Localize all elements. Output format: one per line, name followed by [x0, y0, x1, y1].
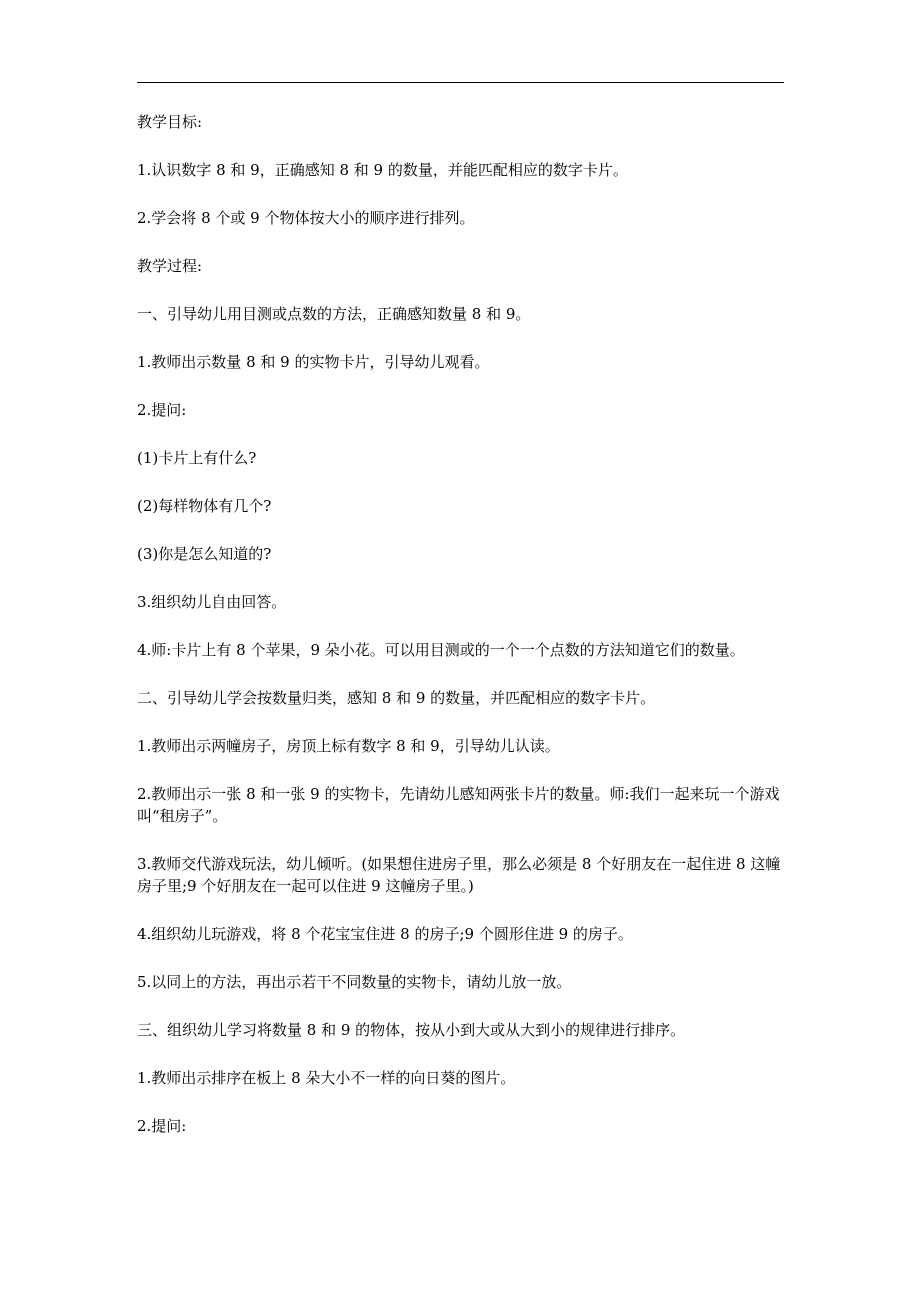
objective-item: 1.认识数字 8 和 9，正确感知 8 和 9 的数量，并能匹配相应的数字卡片。: [137, 161, 628, 179]
question-item: (1)卡片上有什么?: [137, 449, 257, 467]
section-heading-objectives: 教学目标:: [137, 113, 203, 131]
question-item: (2)每样物体有几个?: [137, 497, 272, 515]
process-item: 2.提问:: [137, 1117, 187, 1135]
process-item: 2.教师出示一张 8 和一张 9 的实物卡，先请幼儿感知两张卡片的数量。师:我们一起来玩一个游戏叫“租房子”。: [137, 785, 780, 825]
process-step-heading: 三、组织幼儿学习将数量 8 和 9 的物体，按从小到大或从大到小的规律进行排序。: [137, 1021, 686, 1039]
question-item: (3)你是怎么知道的?: [137, 545, 272, 563]
process-item: 5.以同上的方法，再出示若干不同数量的实物卡，请幼儿放一放。: [137, 973, 572, 991]
process-item: 1.教师出示数量 8 和 9 的实物卡片，引导幼儿观看。: [137, 353, 490, 371]
process-step-heading: 一、引导幼儿用目测或点数的方法，正确感知数量 8 和 9。: [137, 305, 531, 323]
process-item: 3.教师交代游戏玩法，幼儿倾听。(如果想住进房子里，那么必须是 8 个好朋友在一起住进 8 这幢房子里;9 个好朋友在一起可以住进 9 这幢房子里。): [137, 855, 781, 895]
section-heading-process: 教学过程:: [137, 257, 203, 275]
process-item: 3.组织幼儿自由回答。: [137, 593, 287, 611]
process-item: 1.教师出示排序在板上 8 朵大小不一样的向日葵的图片。: [137, 1069, 516, 1087]
process-item: 2.提问:: [137, 401, 187, 419]
process-item: 4.组织幼儿玩游戏，将 8 个花宝宝住进 8 的房子;9 个圆形住进 9 的房子。: [137, 925, 633, 943]
document-body: [137, 111, 787, 1163]
process-item: 1.教师出示两幢房子，房顶上标有数字 8 和 9，引导幼儿认读。: [137, 737, 560, 755]
process-item: 4.师:卡片上有 8 个苹果，9 朵小花。可以用目测或的一个一个点数的方法知道它们的数量。: [137, 641, 745, 659]
objective-item: 2.学会将 8 个或 9 个物体按大小的顺序进行排列。: [137, 209, 475, 227]
process-step-heading: 二、引导幼儿学会按数量归类，感知 8 和 9 的数量，并匹配相应的数字卡片。: [137, 689, 656, 707]
header-rule: [137, 82, 784, 83]
